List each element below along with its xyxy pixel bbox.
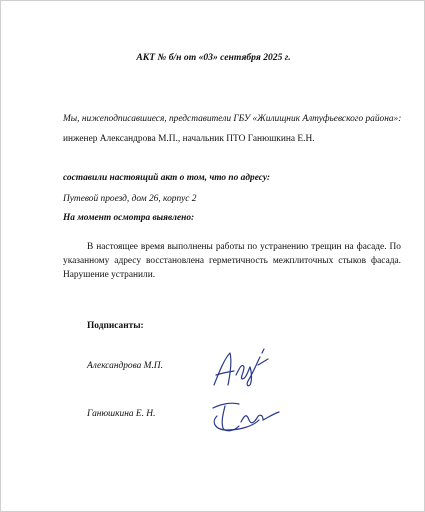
handwritten-signature bbox=[206, 345, 276, 391]
intro-paragraph bbox=[63, 109, 403, 149]
signer-name: Александрова М.П. bbox=[87, 361, 163, 371]
compiled-statement: составили настоящий акт о том, что по адресу: bbox=[63, 173, 270, 183]
intro-organization: Мы, нижеподписавшиеся, представители ГБУ «Жилищник Алтуфьевского района»: bbox=[63, 114, 402, 124]
signer-name: Ганюшкина Е. Н. bbox=[87, 409, 156, 419]
intro-participants: инженер Александрова М.П., начальник ПТО Ганюшкина Е.Н. bbox=[63, 134, 315, 144]
inspection-heading: На момент осмотра выявлено: bbox=[63, 213, 195, 223]
findings-paragraph: В настоящее время выполнены работы по устранению трещин на фасаде. По указанному адресу восстановлена герметичность межплиточных стыков фасада. Нарушение устранили. bbox=[63, 242, 401, 280]
handwritten-signature bbox=[207, 396, 283, 436]
signatories-label: Подписанты: bbox=[87, 321, 144, 331]
act-title: АКТ № б/н от «03» сентября 2025 г. bbox=[136, 52, 291, 63]
address-line: Путевой проезд, дом 26, корпус 2 bbox=[63, 194, 197, 204]
